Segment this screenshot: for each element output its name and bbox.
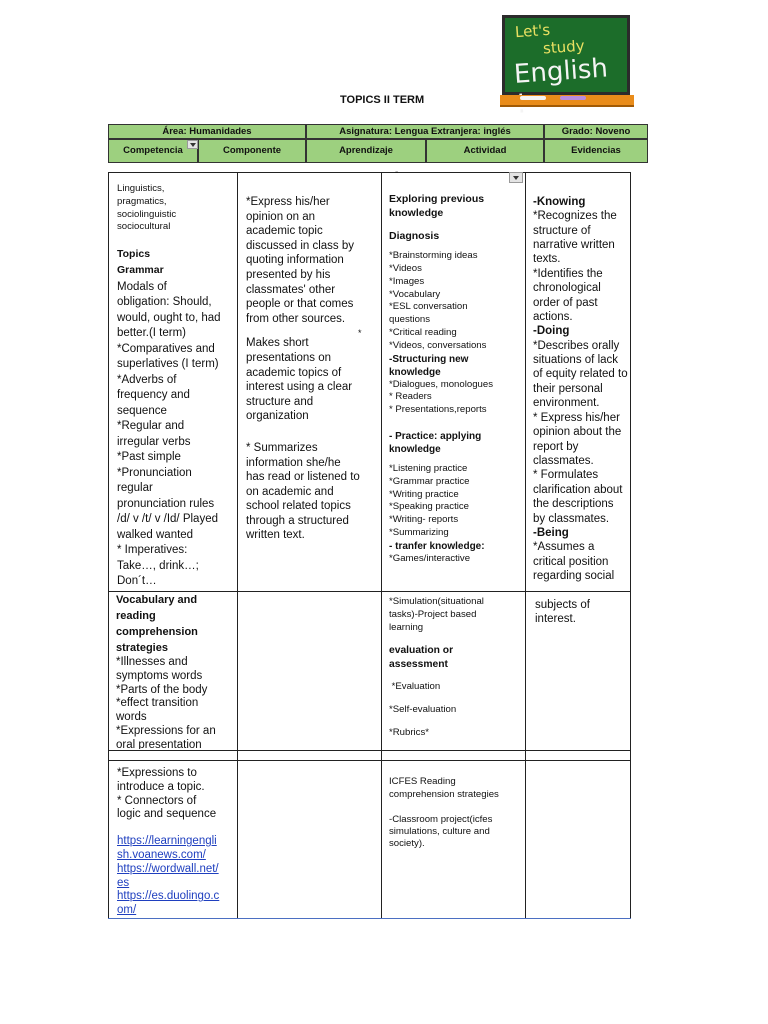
vocabulary-item: words: [116, 711, 147, 724]
doing-item: *Describes orally: [533, 339, 620, 352]
vocabulary-item: *effect transition: [116, 697, 199, 710]
expressions-item: introduce a topic.: [117, 780, 205, 793]
wordwall-link[interactable]: es: [117, 876, 130, 889]
grammar-item: *Past simple: [117, 451, 181, 464]
classroom-project-item: -Classroom project(icfes: [389, 813, 493, 825]
knowing-list: [533, 209, 629, 324]
structuring-item: * Readers: [389, 391, 432, 403]
spacer: [246, 424, 380, 441]
componente-item: interest using a clear: [246, 381, 353, 394]
evidencias-item: interest.: [535, 613, 576, 626]
actividad-cell-3: [389, 776, 524, 916]
grammar-item: sequence: [117, 404, 167, 417]
lets-study-english-logo: [502, 15, 630, 95]
componente-item: school related topics: [246, 500, 351, 513]
structuring-item: * Presentations,reports: [389, 404, 487, 416]
evidencias-cell-2: [535, 598, 627, 638]
componente-item: on academic and: [246, 485, 334, 498]
knowing-item: order of past: [533, 296, 598, 309]
knowing-heading: -Knowing: [533, 196, 586, 208]
diagnosis-item: questions: [389, 314, 431, 326]
doing-item: clarification about: [533, 483, 623, 496]
being-heading: -Being: [533, 526, 569, 539]
column-header-competencia: Competencia: [108, 139, 198, 163]
being-item: critical position: [533, 555, 609, 568]
diagnosis-item: *Vocabulary: [389, 288, 441, 300]
practice-heading-line: - Practice: applying: [389, 430, 482, 442]
row-divider: [108, 750, 631, 751]
componente-item: through a structured: [246, 514, 349, 527]
classroom-project-item: simulations, culture and: [389, 825, 490, 837]
componente-item: organization: [246, 410, 309, 423]
doing-item: the descriptions: [533, 498, 614, 511]
grammar-item: irregular verbs: [117, 435, 191, 448]
componente-item: presented by his: [246, 268, 331, 281]
grammar-item: obligation: Should,: [117, 296, 212, 309]
chalk-icon: [560, 96, 586, 100]
componente-item: people or that comes: [246, 298, 354, 311]
simulation-item: *Simulation(situational: [389, 596, 484, 607]
doing-item: * Formulates: [533, 469, 599, 482]
learningenglish-link[interactable]: https://learningengli: [117, 835, 217, 848]
componente-item: Makes short: [246, 337, 309, 350]
structuring-list: [389, 379, 524, 417]
grammar-item: *Regular and: [117, 420, 185, 433]
vocabulary-cell: [116, 592, 234, 749]
competencia-list: [117, 183, 235, 234]
grammar-list: [117, 280, 235, 587]
practice-item: *Grammar practice: [389, 475, 470, 487]
componente-item: academic topics of: [246, 366, 342, 379]
vocabulary-item: *Parts of the body: [116, 683, 208, 696]
topics-heading: Topics: [117, 248, 151, 261]
spacer: [117, 822, 235, 835]
page-title: TOPICS II TERM: [340, 94, 425, 106]
practice-item: *Writing- reports: [389, 514, 459, 526]
spacer: [117, 234, 235, 247]
wordwall-link[interactable]: https://wordwall.net/: [117, 862, 219, 875]
evaluation-heading: [389, 644, 524, 671]
diagnosis-item: *Critical reading: [389, 326, 457, 338]
structuring-item: *Dialogues, monologues: [389, 378, 493, 390]
componente-item: opinion on an: [246, 210, 316, 223]
componente-item: academic topic: [246, 225, 323, 238]
row-divider: [108, 760, 631, 761]
classroom-project-list: [389, 814, 524, 850]
diagnosis-heading: Diagnosis: [389, 230, 440, 242]
row-divider: [108, 918, 631, 919]
spacer: [389, 634, 524, 644]
dropdown-button[interactable]: [509, 172, 523, 183]
grammar-item: pronunciation rules: [117, 497, 215, 510]
icfes-item: ICFES Reading: [389, 776, 456, 787]
grammar-item: Don´t…: [117, 575, 157, 587]
knowing-item: actions.: [533, 311, 573, 324]
column-header-componente: Componente: [198, 139, 306, 163]
componente-item: classmates' other: [246, 283, 336, 296]
structuring-heading-line: knowledge: [389, 366, 441, 378]
practice-heading-line: knowledge: [389, 443, 441, 455]
doing-item: environment.: [533, 397, 600, 410]
spacer: [389, 243, 524, 250]
diagnosis-item: *ESL conversation: [389, 301, 468, 313]
componente-item: discussed in class by: [246, 239, 355, 252]
componente-list-2: [246, 336, 380, 424]
grammar-item: Modals of: [117, 280, 167, 293]
practice-item: *Summarizing: [389, 526, 449, 538]
doing-item: of equity related to: [533, 368, 628, 381]
expressions-item: *Expressions to: [117, 767, 197, 779]
structuring-heading: [389, 353, 524, 379]
componente-item: presentations on: [246, 351, 332, 364]
exploring-heading-line: Exploring previous: [389, 193, 485, 205]
diagnosis-item: *Images: [389, 275, 425, 287]
doing-item: their personal: [533, 382, 603, 395]
doing-heading: -Doing: [533, 325, 570, 338]
competencia-item: sociocultural: [117, 221, 171, 233]
table-border: [108, 172, 109, 919]
logo-line-1: Let's: [514, 20, 551, 42]
evidencias-item: subjects of: [535, 599, 590, 611]
icfes-list: [389, 776, 524, 802]
vocabulary-heading: [116, 592, 234, 656]
vocabulary-heading-line: comprehension: [116, 626, 198, 638]
grammar-item: superlatives (I term): [117, 358, 219, 371]
evaluation-heading-line: evaluation or: [389, 645, 454, 657]
doing-item: * Express his/her: [533, 411, 620, 424]
doing-item: report by: [533, 440, 579, 453]
spacer: [389, 717, 524, 727]
competencia-item: sociolinguistic: [117, 208, 177, 220]
componente-list-1: [246, 195, 380, 326]
competencia-cell: [117, 183, 235, 587]
links-list: [117, 835, 235, 917]
expressions-cell: [117, 767, 235, 917]
column-header-aprendizaje: Aprendizaje: [306, 139, 426, 163]
componente-item: written text.: [246, 529, 305, 542]
diagnosis-item: *Videos: [389, 263, 422, 274]
grammar-item: frequency and: [117, 389, 190, 402]
practice-list: [389, 463, 524, 540]
being-item: *Assumes a: [533, 541, 595, 554]
spacer: [389, 694, 524, 704]
expressions-item: * Connectors of: [117, 794, 197, 807]
logo-line-3: English: [513, 53, 609, 90]
evaluation-heading-line: assessment: [389, 658, 448, 670]
knowing-item: *Recognizes the: [533, 210, 617, 223]
classroom-project-item: society).: [389, 837, 425, 849]
doing-item: situations of lack: [533, 354, 619, 367]
dropdown-button[interactable]: [187, 140, 198, 149]
exploring-heading-line: knowledge: [389, 206, 444, 219]
learningenglish-link[interactable]: sh.voanews.com/: [117, 848, 206, 861]
row-divider: [108, 172, 631, 173]
vocabulary-item: *Illnesses and: [116, 656, 188, 668]
componente-cell: [246, 195, 380, 565]
knowing-item: chronological: [533, 282, 601, 295]
vocabulary-item: symptoms words: [116, 669, 203, 682]
actividad-cell-2: [389, 596, 524, 748]
grammar-item: * Imperatives:: [117, 544, 188, 557]
spacer: [389, 220, 524, 229]
componente-item: *Express his/her: [246, 196, 330, 208]
evaluation-item: *Rubrics*: [389, 726, 429, 738]
header-area: Área: Humanidades: [108, 124, 306, 139]
expressions-list: [117, 767, 235, 822]
grammar-item: regular: [117, 482, 153, 495]
knowing-item: narrative written: [533, 239, 615, 252]
spacer: [246, 326, 380, 339]
practice-item: *Listening practice: [389, 462, 468, 474]
grammar-item: *Pronunciation: [117, 466, 192, 479]
evidencias-cell: [533, 195, 629, 584]
vocabulary-item: oral presentation: [116, 738, 202, 749]
chevron-down-icon: [190, 143, 196, 147]
componente-item: information she/he: [246, 456, 341, 469]
exploring-heading: [389, 193, 524, 220]
grammar-item: /d/ v /t/ v /Id/ Played: [117, 513, 218, 526]
expressions-item: logic and sequence: [117, 808, 217, 821]
doing-item: opinion about the: [533, 426, 622, 439]
asterisk-text: *: [358, 328, 362, 339]
grammar-item: *Adverbs of: [117, 373, 177, 386]
diagnosis-list: [389, 250, 524, 352]
being-list: [533, 540, 629, 583]
doing-item: classmates.: [533, 454, 594, 467]
table-border: [525, 172, 526, 919]
column-header-actividad: Actividad: [426, 139, 544, 163]
being-item: regarding social: [533, 569, 615, 582]
header-asignatura: Asignatura: Lengua Extranjera: inglés: [306, 124, 544, 139]
grammar-item: *Comparatives and: [117, 342, 215, 355]
grammar-heading: Grammar: [117, 264, 164, 277]
column-header-evidencias: Evidencias: [544, 139, 648, 163]
grammar-item: Take…, drink…;: [117, 559, 199, 572]
spacer: [389, 671, 524, 681]
spacer: [389, 802, 524, 814]
chevron-down-icon: [513, 176, 519, 180]
simulation-list: [389, 596, 524, 634]
spacer: [389, 456, 524, 463]
vocabulary-heading-line: Vocabulary and: [116, 594, 198, 606]
chalk-icon: [520, 96, 546, 100]
vocabulary-heading-line: reading: [116, 610, 156, 622]
practice-item: *Speaking practice: [389, 501, 469, 513]
knowing-item: texts.: [533, 253, 561, 266]
transfer-item: *Games/interactive: [389, 552, 471, 564]
duolingo-link[interactable]: om/: [117, 904, 137, 917]
diagnosis-item: *Videos, conversations: [389, 339, 487, 351]
vocabulary-heading-line: strategies: [116, 642, 168, 654]
competencia-item: Linguistics,: [117, 183, 165, 194]
knowing-item: *Identifies the: [533, 267, 603, 280]
doing-list: [533, 339, 629, 526]
grammar-item: would, ought to, had: [117, 311, 221, 324]
table-border: [630, 172, 631, 919]
actividad-cell: [389, 193, 524, 573]
doing-item: by classmates.: [533, 512, 610, 525]
icfes-item: comprehension strategies: [389, 788, 499, 800]
grammar-item: better.(I term): [117, 327, 187, 340]
structuring-heading-line: -Structuring new: [389, 353, 469, 365]
spacer: [389, 417, 524, 430]
componente-list-3: [246, 441, 380, 543]
componente-item: structure and: [246, 395, 314, 408]
knowing-item: structure of: [533, 224, 591, 237]
vocabulary-item: *Expressions for an: [116, 724, 216, 737]
practice-item: *Writing practice: [389, 488, 459, 500]
table-border: [381, 172, 382, 919]
simulation-item: learning: [389, 621, 424, 633]
componente-item: from other sources.: [246, 312, 346, 325]
diagnosis-item: *Brainstorming ideas: [389, 250, 478, 262]
evaluation-item: *Evaluation: [389, 681, 441, 693]
componente-item: has read or listened to: [246, 471, 360, 484]
duolingo-link[interactable]: https://es.duolingo.c: [117, 890, 220, 903]
dash-text: -: [395, 167, 399, 178]
evaluation-item: *Self-evaluation: [389, 704, 457, 716]
practice-heading: [389, 430, 524, 456]
competencia-item: pragmatics,: [117, 195, 167, 207]
componente-item: quoting information: [246, 254, 344, 267]
transfer-heading: - tranfer knowledge:: [389, 540, 485, 552]
logo-line-2: study: [542, 36, 586, 58]
grammar-item: walked wanted: [117, 528, 194, 541]
vocabulary-list: [116, 656, 234, 749]
componente-item: * Summarizes: [246, 441, 318, 454]
simulation-item: tasks)-Project based: [389, 608, 477, 620]
table-border: [237, 172, 238, 919]
header-grado: Grado: Noveno: [544, 124, 648, 139]
